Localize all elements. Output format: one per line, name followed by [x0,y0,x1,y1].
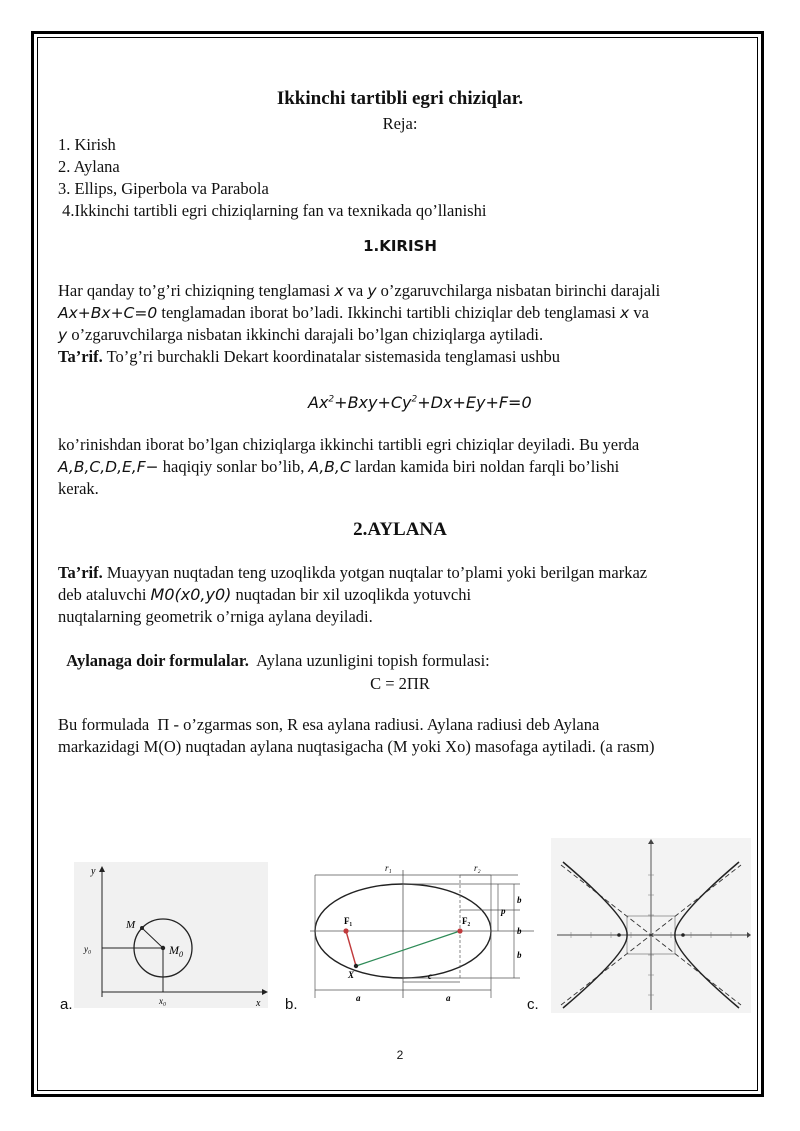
fig-b-b3-label: b [517,950,522,960]
math-m0: M0(x0,y0) [150,585,232,604]
aylana-line-5: markazidagi M(O) nuqtadan aylana nuqtasigacha (M yoki Xo) masofaga aytiladi. (a rasm) [58,737,655,756]
text-span: haqiqiy sonlar bo’lib, [158,457,309,476]
eq-part: Ax [308,393,329,412]
plan-item-2: 2. Aylana [58,157,120,176]
text-span: va [343,281,368,300]
text-span: To’g’ri burchakli Dekart koordinatalar sistemasida tenglamasi ushbu [102,347,560,366]
aylana-line-3: nuqtalarning geometrik o’rniga aylana deyiladi. [58,607,373,626]
fig-b-c-label: c [428,971,432,981]
fig-a-x0-label: x₀ [159,996,167,1006]
fig-b-r1-label: r₁ [385,863,392,873]
fig-a-x-axis-label: x [256,998,261,1008]
fig-a-m-label: M [126,919,136,931]
text-span: o’zgaruvchilarga nisbatan birinchi darajali [376,281,661,300]
math-abc: A,B,C [308,458,351,476]
plan-heading: Reja: [382,114,418,133]
definition-label: Ta’rif. [58,347,103,366]
fig-a-y0-label: y₀ [84,944,92,954]
aylana-line-1 [58,562,647,584]
fig-b-b2-label: b [517,926,522,936]
fig-a-m0-main: M [169,943,179,957]
kirish-line-6: kerak. [58,479,99,498]
fig-a-y-axis-label: y [91,866,96,877]
circumference-formula: C = 2ΠR [370,674,430,693]
fig-b-f2-label: F₂ [462,916,471,926]
figure-c-caption: c. [527,996,539,1013]
plan-item-3: 3. Ellips, Giperbola va Parabola [58,179,269,198]
math-x: x [620,304,630,322]
section-heading-kirish: 1.KIRISH [363,237,437,255]
fig-b-b1-label: b [517,895,522,905]
figure-b-ellipse [302,858,536,1004]
math-x: x [334,282,344,300]
kirish-line-1 [58,280,660,302]
text-span: va [629,303,649,322]
definition-label: Ta’rif. [58,563,103,582]
figure-b-caption: b. [285,996,298,1013]
text-span: Har qanday to’g’ri chiziqning tenglamasi [58,281,335,300]
figure-a-circle [74,862,268,1008]
kirish-line-4: ko’rinishdan iborat bo’lgan chiziqlarga ikkinchi tartibli egri chiziqlar deyiladi. Bu yerda [58,435,640,454]
fig-a-m0-sub: 0 [179,950,183,959]
text-span: nuqtadan bir xil uzoqlikda yotuvchi [231,585,472,604]
eq-sup: 2 [328,394,335,405]
aylana-line-2 [58,584,471,606]
text-span: tenglamadan iborat bo’ladi. Ikkinchi tartibli chiziqlar deb tenglamasi [157,303,620,322]
plan-item-4: 4.Ikkinchi tartibli egri chiziqlarning fan va texnikada qo’llanishi [58,201,487,220]
text-span: lardan kamida biri noldan farqli bo’lishi [350,457,620,476]
eq-part: +Dx+Ey+F=0 [417,393,532,412]
aylana-line-4: Bu formulada Π - o’zgarmas son, R esa aylana radiusi. Aylana radiusi deb Aylana [58,715,600,734]
aylana-formulas-line [58,628,490,672]
fig-b-f1-label: F₁ [344,916,353,926]
text-span: Aylana uzunligini topish formulasi: [248,651,490,670]
fig-b-a2-label: a [446,993,451,1003]
math-linear-equation: Ax+Bx+C=0 [58,304,158,322]
page-number: 2 [396,1048,404,1062]
figure-c-hyperbola [551,838,751,1013]
formulas-label: Aylanaga doir formulalar. [66,651,249,670]
general-equation [308,393,532,412]
math-coefficients: A,B,C,D,E,F− [58,458,159,476]
fig-b-p-label: p [501,906,506,916]
kirish-definition [58,346,560,368]
figure-a-caption: a. [60,996,73,1013]
fig-b-a1-label: a [356,993,361,1003]
text-span: o’zgaruvchilarga nisbatan ikkinchi darajali bo’lgan chiziqlarga aytiladi. [67,325,544,344]
kirish-line-3 [58,324,543,346]
kirish-line-5 [58,456,619,478]
plan-item-1: 1. Kirish [58,135,116,154]
eq-sup: 2 [411,394,418,405]
page-title: Ikkinchi tartibli egri chiziqlar. [276,88,524,109]
text-span: deb ataluvchi [58,585,151,604]
section-heading-aylana: 2.AYLANA [353,519,447,540]
fig-b-x-label: X [348,970,355,980]
math-y: y [367,282,377,300]
text-span: Muayyan nuqtadan teng uzoqlikda yotgan nuqtalar to’plami yoki berilgan markaz [102,563,648,582]
math-y: y [58,326,68,344]
kirish-line-2 [58,302,649,324]
fig-b-r2-label: r₂ [474,863,481,873]
eq-part: +Bxy+Cy [334,393,412,412]
